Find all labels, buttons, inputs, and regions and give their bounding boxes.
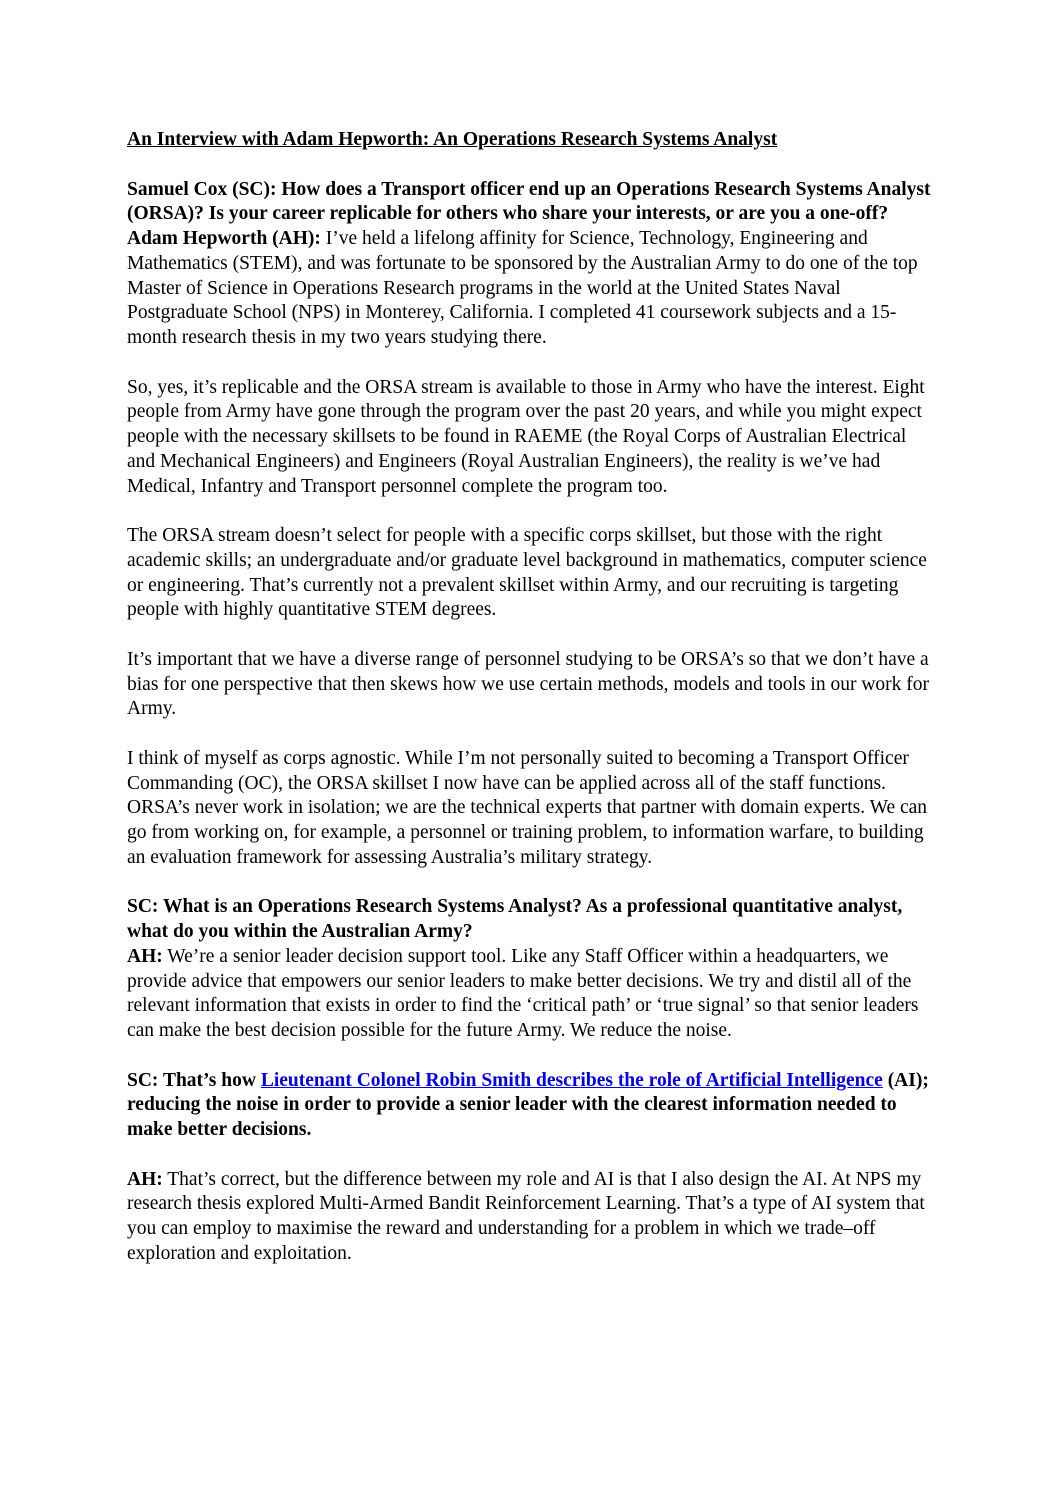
answer-3-text: That’s correct, but the difference between my role and AI is that I also design the AI. At NPS my research thesis explored Multi-Armed Bandit Reinforcement Learning. That’s a type of AI system that you can employ to maximise the reward and understanding for a problem in which we trade–off exploration and exploitation.	[127, 1168, 925, 1264]
answer-1	[127, 227, 931, 351]
question-3	[127, 1069, 931, 1143]
paragraph-replicable: So, yes, it’s replicable and the ORSA stream is available to those in Army who have the interest. Eight people from Army have gone through the program over the past 20 years, and while you might expect people with the necessary skillsets to be found in RAEME (the Royal Corps of Australian Electrical and Mechanical Engineers) and Engineers (Royal Australian Engineers), the reality is we’ve had Medical, Infantry and Transport personnel complete the program too.	[127, 376, 925, 497]
answer-3	[127, 1168, 931, 1267]
qa-block-1	[127, 178, 931, 351]
question-1: Samuel Cox (SC): How does a Transport officer end up an Operations Research Systems Analyst (ORSA)? Is your career replicable for others who share your interests, or are you a one-off?	[127, 178, 931, 225]
answer-2	[127, 945, 931, 1044]
paragraph-orsa-stream: The ORSA stream doesn’t select for people with a specific corps skillset, but those with the right academic skills; an undergraduate and/or graduate level background in mathematics, computer science or engineering. That’s currently not a prevalent skillset within Army, and our recruiting is targeting people with highly quantitative STEM degrees.	[127, 525, 927, 621]
answer-1-speaker-label: Adam Hepworth (AH):	[127, 228, 321, 249]
qa-block-2	[127, 895, 931, 1044]
answer-3-speaker-label: AH:	[127, 1168, 163, 1190]
answer-2-speaker-label: AH:	[127, 945, 163, 967]
question-2: SC: What is an Operations Research Systems Analyst? As a professional quantitative analyst, what do you within the Australian Army?	[127, 896, 903, 942]
paragraph-diverse-range: It’s important that we have a diverse range of personnel studying to be ORSA’s so that we don’t have a bias for one perspective that then skews how we use certain methods, models and tools in our work for Army.	[127, 648, 930, 720]
paragraph-corps-agnostic: I think of myself as corps agnostic. While I’m not personally suited to becoming a Transport Officer Commanding (OC), the ORSA skillset I now have can be applied across all of the staff functions. ORSA’s never work in isolation; we are the technical experts that partner with domain experts. We can go from working on, for example, a personnel or training problem, to information warfare, to building an evaluation framework for assessing Australia’s military strategy.	[127, 747, 928, 868]
question-3-prefix: SC: That’s how	[127, 1069, 261, 1091]
answer-1-text: I’ve held a lifelong affinity for Science, Technology, Engineering and Mathematics (STEM), and was fortunate to be sponsored by the Australian Army to do one of the top Master of Science in Operations Research programs in the world at the United States Naval Postgraduate School (NPS) in Monterey, California. I completed 41 coursework subjects and a 15-month research thesis in my two years studying there.	[127, 228, 918, 348]
question-3-suffix: (AI); reducing the noise in order to provide a senior leader with the clearest information needed to make better decisions.	[127, 1069, 929, 1140]
document-title-text: An Interview with Adam Hepworth: An Operations Research Systems Analyst	[127, 129, 778, 150]
answer-2-text: We’re a senior leader decision support tool. Like any Staff Officer within a headquarters, we provide advice that empowers our senior leaders to make better decisions. We try and distil all of the relevant information that exists in order to find the ‘critical path’ or ‘true signal’ so that senior leaders can make the best decision possible for the future Army. We reduce the noise.	[127, 945, 919, 1041]
document-title	[127, 128, 931, 153]
robin-smith-article-link[interactable]: Lieutenant Colonel Robin Smith describes the role of Artificial Intelligence	[260, 1069, 883, 1091]
